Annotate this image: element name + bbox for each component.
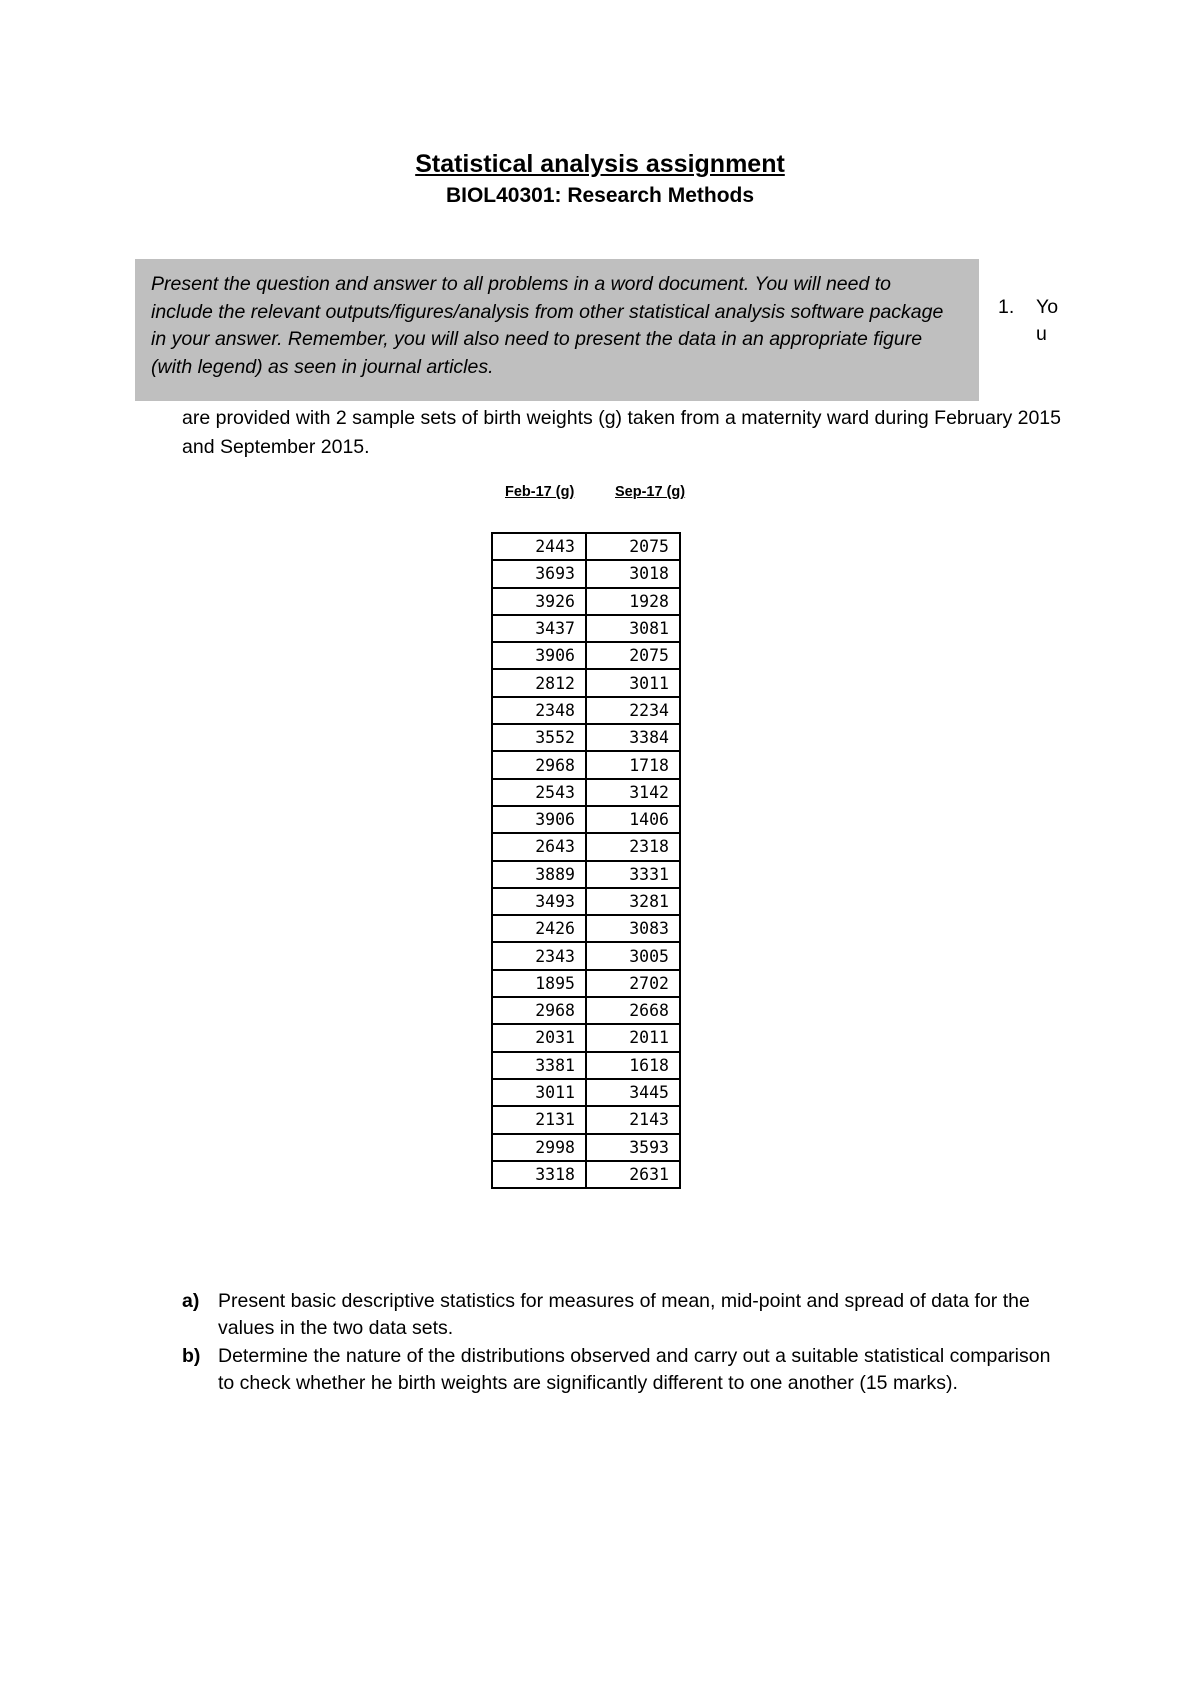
table-row [492,1052,680,1079]
subquestion-list [182,1288,1062,1398]
subquestion-a [182,1288,1062,1342]
sep-weight-cell: 1718 [586,751,680,778]
feb-weight-cell: 2643 [492,833,586,860]
table-row [492,970,680,997]
sep-weight-cell: 3384 [586,724,680,751]
table-row [492,560,680,587]
sep-weight-cell: 2234 [586,697,680,724]
feb-weight-cell: 2348 [492,697,586,724]
sep-weight-cell: 2318 [586,833,680,860]
sep-weight-cell: 3445 [586,1079,680,1106]
sep-weight-cell: 2631 [586,1161,680,1188]
table-row [492,1024,680,1051]
document-title: Statistical analysis assignment [415,150,785,178]
table-row [492,1079,680,1106]
feb-weight-cell: 3926 [492,588,586,615]
document-subtitle: BIOL40301: Research Methods [445,184,755,207]
sep-weight-cell: 1928 [586,588,680,615]
feb-weight-cell: 2968 [492,997,586,1024]
feb-weight-cell: 2543 [492,779,586,806]
feb-weight-cell: 3381 [492,1052,586,1079]
feb-weight-cell: 2343 [492,942,586,969]
sep-weight-cell: 1406 [586,806,680,833]
feb-weight-cell: 2131 [492,1106,586,1133]
sep-weight-cell: 3331 [586,861,680,888]
subquestion-text: Present basic descriptive statistics for measures of mean, mid-point and spread of data for the values in the two data sets. [218,1290,1030,1339]
table-row [492,1106,680,1133]
sep-weight-cell: 3142 [586,779,680,806]
sep-weight-cell: 2668 [586,997,680,1024]
table-row [492,888,680,915]
subquestion-marker: a) [182,1290,200,1312]
feb-weight-cell: 3011 [492,1079,586,1106]
feb-weight-cell: 2812 [492,669,586,696]
table-row [492,997,680,1024]
instructions-box [135,259,979,401]
table-row [492,751,680,778]
feb-weight-cell: 3437 [492,615,586,642]
table-row [492,779,680,806]
column-header-sep: Sep-17 (g) [615,484,686,500]
table-row [492,615,680,642]
birth-weights-table [491,532,681,1189]
table-row [492,588,680,615]
subquestion-marker: b) [182,1345,201,1367]
subquestion-text: Determine the nature of the distributions observed and carry out a suitable statistical comparison to check whether he birth weights are significantly different to one another (15 marks). [218,1345,1051,1394]
feb-weight-cell: 2443 [492,533,586,560]
feb-weight-cell: 2998 [492,1134,586,1161]
sep-weight-cell: 3018 [586,560,680,587]
table-row [492,806,680,833]
sep-weight-cell: 3081 [586,615,680,642]
sep-weight-cell: 3281 [586,888,680,915]
table-row [492,915,680,942]
instructions-text: Present the question and answer to all problems in a word document. You will need to include the relevant outputs/figures/analysis from other statistical analysis software package in your answer. Remember, you will also need to present the data in an appropriate figure (with legend) as seen in journal articles. [151,273,944,378]
question-text: are provided with 2 sample sets of birth weights (g) taken from a maternity ward during February 2015 and September 2015. [182,407,1061,458]
question-fragment: Yo u [1036,296,1059,345]
feb-weight-cell: 3906 [492,642,586,669]
table-row [492,697,680,724]
table-row [492,642,680,669]
sep-weight-cell: 2011 [586,1024,680,1051]
sep-weight-cell: 2075 [586,533,680,560]
feb-weight-cell: 3493 [492,888,586,915]
table-row [492,669,680,696]
feb-weight-cell: 1895 [492,970,586,997]
question-number: 1. [998,296,1015,318]
table-row [492,861,680,888]
subquestion-b [182,1343,1062,1397]
feb-weight-cell: 3318 [492,1161,586,1188]
table-row [492,942,680,969]
table-row [492,1134,680,1161]
sep-weight-cell: 1618 [586,1052,680,1079]
table-row [492,1161,680,1188]
table-row [492,533,680,560]
sep-weight-cell: 3005 [586,942,680,969]
feb-weight-cell: 3552 [492,724,586,751]
feb-weight-cell: 2426 [492,915,586,942]
feb-weight-cell: 2968 [492,751,586,778]
sep-weight-cell: 3083 [586,915,680,942]
sep-weight-cell: 3593 [586,1134,680,1161]
sep-weight-cell: 2143 [586,1106,680,1133]
table-row [492,724,680,751]
column-header-feb: Feb-17 (g) [505,484,575,500]
feb-weight-cell: 3906 [492,806,586,833]
feb-weight-cell: 3693 [492,560,586,587]
feb-weight-cell: 3889 [492,861,586,888]
table-body [492,533,680,1188]
feb-weight-cell: 2031 [492,1024,586,1051]
sep-weight-cell: 2075 [586,642,680,669]
table-row [492,833,680,860]
sep-weight-cell: 3011 [586,669,680,696]
sep-weight-cell: 2702 [586,970,680,997]
